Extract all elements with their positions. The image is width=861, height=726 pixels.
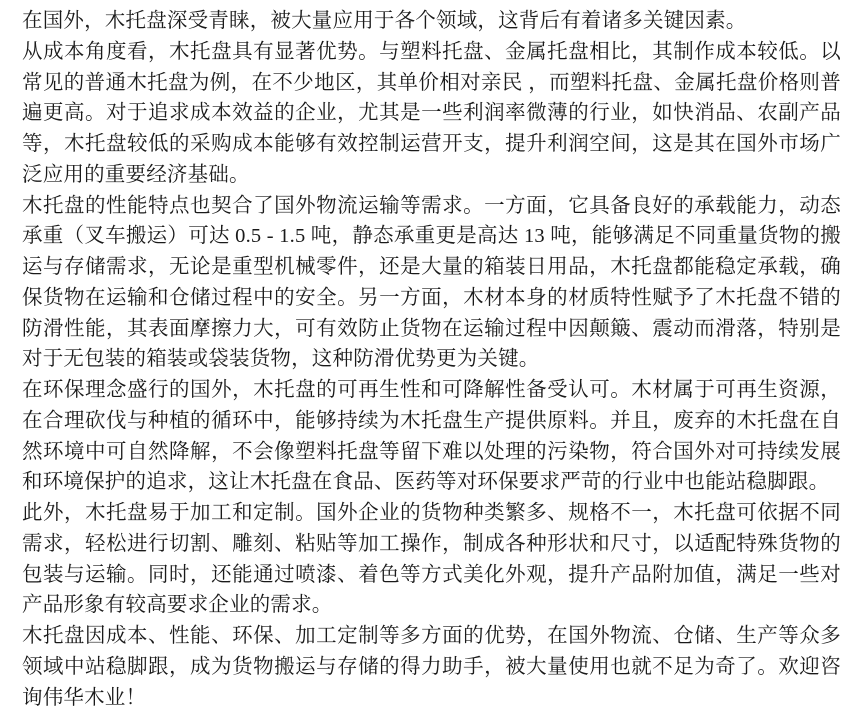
paragraph-environmental: 在环保理念盛行的国外，木托盘的可再生性和可降解性备受认可。木材属于可再生资源，在合理砍伐与种植的循环中，能够持续为木托盘生产提供原料。并且，废弃的木托盘在自然环境中可自然降解，不会像塑料托盘等留下难以处理的污染物，符合国外对可持续发展和环境保护的追求，这让木托盘在食品、医药等对环保要求严苛的行业中也能站稳脚跟。: [22, 379, 841, 494]
paragraph-performance: 木托盘的性能特点也契合了国外物流运输等需求。一方面，它具备良好的承载能力，动态承重（叉车搬运）可达 0.5 - 1.5 吨，静态承重更是高达 13 吨，能够满足不同重量货物的搬运与存储需求，无论是重型机械零件，还是大量的箱装日用品，木托盘都能稳定承载，确保货物在运输和仓储过程中的安全。另一方面，木材本身的材质特性赋予了木托盘不错的防滑性能，其表面摩擦力大，可有效防止货物在运输过程中因颠簸、震动而滑落，特别是对于无包装的箱装或袋装货物，这种防滑优势更为关键。: [22, 194, 841, 371]
paragraph-intro: 在国外，木托盘深受青睐，被大量应用于各个领域，这背后有着诸多关键因素。: [22, 10, 747, 32]
paragraph-cost-advantage: 从成本角度看，木托盘具有显著优势。与塑料托盘、金属托盘相比，其制作成本较低。以常见的普通木托盘为例，在不少地区，其单价相对亲民 ，而塑料托盘、金属托盘价格则普遍更高。对于追求成本效益的企业，尤其是一些利润率微薄的行业，如快消品、农副产品等，木托盘较低的采购成本能够有效控制运营开支，提升利润空间，这是其在国外市场广泛应用的重要经济基础。: [22, 40, 841, 186]
paragraph-conclusion: 木托盘因成本、性能、环保、加工定制等多方面的优势，在国外物流、仓储、生产等众多领域中站稳脚跟，成为货物搬运与存储的得力助手，被大量使用也就不足为奇了。欢迎咨询伟华木业！: [22, 625, 841, 709]
paragraph-customization: 此外，木托盘易于加工和定制。国外企业的货物种类繁多、规格不一，木托盘可依据不同需求，轻松进行切割、雕刻、粘贴等加工操作，制成各种形状和尺寸，以适配特殊货物的包装与运输。同时，还能通过喷漆、着色等方式美化外观，提升产品附加值，满足一些对产品形象有较高要求企业的需求。: [22, 502, 841, 617]
